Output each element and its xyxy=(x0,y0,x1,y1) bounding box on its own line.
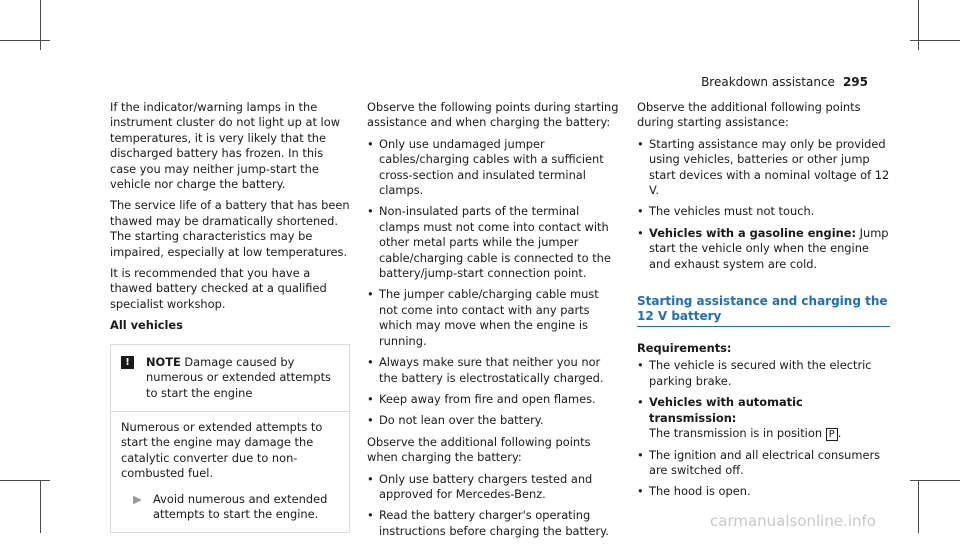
section-name: Breakdown assistance xyxy=(701,75,835,89)
list-item xyxy=(367,137,620,199)
list-item xyxy=(637,395,890,441)
bullet-icon: • xyxy=(637,225,644,240)
paragraph: It is recommended that you have a thawed battery checked at a qualified specialist workshop. xyxy=(110,266,327,311)
list-item xyxy=(637,226,890,272)
list-item xyxy=(367,392,620,407)
list-item xyxy=(637,204,890,219)
crop-mark xyxy=(40,0,41,50)
note-body: Numerous or extended attempts to start the engine may damage the catalytic converter due to non-combusted fuel. xyxy=(121,419,323,481)
arrow-icon: ▶ xyxy=(133,491,142,506)
note-label: NOTE xyxy=(146,354,181,369)
note-box xyxy=(110,344,350,534)
list-item-text: The jumper cable/charging cable must not come into contact with any parts which may move when the engine is running. xyxy=(379,287,599,348)
list-item xyxy=(637,137,890,199)
bullet-icon: • xyxy=(367,508,374,523)
paragraph: If the indicator/warning lamps in the instrument cluster do not light up at low temperatures, it is very likely that the discharged battery has frozen. In this case you may neither jump-start the vehicle nor charge the battery. xyxy=(110,100,341,192)
crop-mark xyxy=(0,480,50,481)
list-item-text: The vehicle is secured with the electric parking brake. xyxy=(649,358,872,388)
bullet-icon: • xyxy=(367,204,374,219)
list-item xyxy=(367,287,620,349)
section-heading: Starting assistance and charging the 12 V battery xyxy=(637,294,890,327)
bullet-icon: • xyxy=(637,358,644,373)
list-item xyxy=(637,484,890,499)
list-item-text: The hood is open. xyxy=(649,484,751,499)
list-item-text: Keep away from fire and open flames. xyxy=(379,391,596,406)
bullet-list xyxy=(637,137,890,272)
warning-icon: ! xyxy=(121,356,134,369)
list-item-text: Always make sure that neither you nor the battery is electrostatically charged. xyxy=(379,355,604,385)
list-item-text: The ignition and all electrical consumers are switched off. xyxy=(649,447,881,477)
note-title: Damage caused by numerous or extended attempts to start the engine xyxy=(146,354,331,400)
column-3 xyxy=(637,100,890,506)
bullet-icon: • xyxy=(637,395,644,410)
page-number: 295 xyxy=(842,75,868,89)
bullet-list xyxy=(367,472,620,540)
list-item xyxy=(637,448,890,479)
list-item xyxy=(367,508,620,539)
list-item-text: Do not lean over the battery. xyxy=(379,413,544,428)
list-item-text: Non-insulated parts of the terminal clamps must not come into contact with other metal parts while the jumper cable/charging cable is connected to the battery/jump-start connection point. xyxy=(379,204,611,281)
note-action: Avoid numerous and extended attempts to start the engine. xyxy=(153,491,328,521)
bullet-icon: • xyxy=(367,391,374,406)
list-item-text: Jump start the vehicle only when the engine and exhaust system are cold. xyxy=(649,225,889,271)
paragraph: Observe the additional following points during starting assistance: xyxy=(637,100,861,130)
paragraph: The service life of a battery that has been thawed may be dramatically shortened. The starting characteristics may be impaired, especially at low temperatures. xyxy=(110,198,350,259)
bullet-icon: • xyxy=(637,136,644,151)
list-item-label: Vehicles with a gasoline engine: xyxy=(649,225,856,240)
page-header xyxy=(701,75,868,89)
paragraph: Observe the additional following points when charging the battery: xyxy=(367,434,591,465)
bullet-icon: • xyxy=(367,136,374,151)
bullet-list xyxy=(367,137,620,429)
bullet-list xyxy=(637,358,890,499)
bullet-icon: • xyxy=(367,413,374,428)
subheading: All vehicles xyxy=(110,318,183,333)
crop-mark xyxy=(918,0,919,50)
list-item-text: The vehicles must not touch. xyxy=(649,204,815,219)
crop-mark xyxy=(918,480,919,533)
list-item-text: Only use battery chargers tested and approved for Mercedes-Benz. xyxy=(379,471,593,501)
crop-mark xyxy=(40,480,41,533)
list-item-text: Starting assistance may only be provided using vehicles, batteries or other jump start devices with a nominal voltage of 12 V. xyxy=(649,136,890,198)
bullet-icon: • xyxy=(367,355,374,370)
bullet-icon: • xyxy=(367,471,374,486)
watermark: carmanualsonline.info xyxy=(710,512,876,530)
paragraph: Observe the following points during starting assistance and when charging the battery: xyxy=(367,100,619,130)
punctuation: . xyxy=(837,426,842,441)
bullet-icon: • xyxy=(637,204,644,219)
bullet-icon: • xyxy=(367,287,374,302)
list-item-label: Vehicles with automatic transmission: xyxy=(649,395,803,425)
gear-p-icon: P xyxy=(826,428,838,441)
list-item xyxy=(367,355,620,386)
list-item xyxy=(637,358,890,389)
bullet-icon: • xyxy=(637,447,644,462)
list-item xyxy=(367,204,620,281)
column-2 xyxy=(367,100,620,545)
bullet-icon: • xyxy=(637,484,644,499)
list-item-text: The transmission is in position xyxy=(649,426,823,441)
crop-mark xyxy=(0,40,50,41)
list-item-text: Read the battery charger's operating instructions before charging the battery. xyxy=(379,508,609,538)
list-item xyxy=(367,472,620,503)
column-1 xyxy=(110,100,350,533)
requirements-label: Requirements: xyxy=(637,341,732,356)
list-item xyxy=(367,413,620,428)
list-item-text: Only use undamaged jumper cables/charging cables with a sufficient cross-section and insulated terminal clamps. xyxy=(379,136,604,198)
